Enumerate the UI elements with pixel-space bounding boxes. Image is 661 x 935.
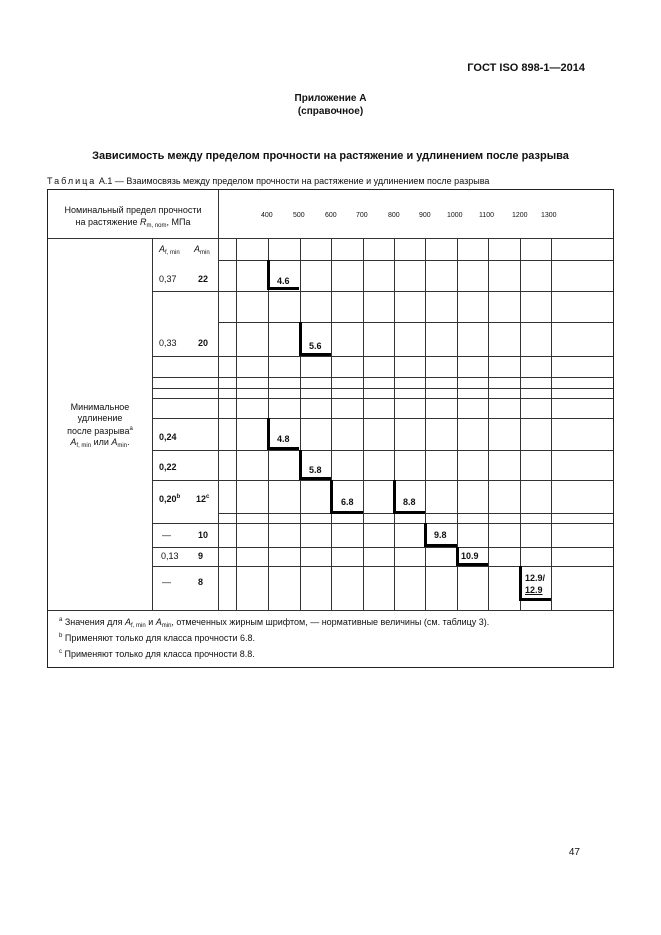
grid-line: [363, 238, 364, 610]
row-amin-value: 9: [198, 551, 204, 561]
tensile-value: 700: [356, 212, 368, 219]
table-a1: [47, 189, 614, 668]
class-label-9-8: 9.8: [434, 530, 447, 540]
grid-line: [152, 450, 613, 451]
grid-line: [152, 291, 613, 292]
grid-line: [218, 190, 219, 610]
annex-title: Приложение А: [294, 93, 367, 104]
tensile-value: 500: [293, 212, 305, 219]
footnote-a-p1: Значения для: [62, 617, 126, 627]
grid-line: [152, 388, 613, 389]
row-label-af: A: [70, 437, 77, 447]
row-label-amin: A: [111, 437, 118, 447]
tensile-value: 800: [388, 212, 400, 219]
footnote-c-mark: c: [59, 649, 62, 655]
tensile-value: 900: [419, 212, 431, 219]
row-af-sup: b: [176, 494, 181, 500]
tensile-value: 1300: [541, 212, 557, 219]
row-amin-value: 22: [198, 274, 209, 284]
col-header-amin-sub: min: [200, 250, 210, 256]
tensile-value: 400: [261, 212, 273, 219]
page-number: 47: [568, 847, 580, 858]
tensile-header-line1: Номинальный предел прочности: [64, 205, 202, 215]
grid-line: [152, 356, 613, 357]
class-label-4-8: 4.8: [277, 434, 290, 444]
grid-line: [520, 238, 521, 610]
footnote-c: [59, 649, 255, 659]
class-label-6-8: 6.8: [341, 497, 354, 507]
footnote-a-p2: и: [145, 617, 156, 627]
row-af-value: —: [162, 577, 171, 587]
footnote-a-A2: A: [155, 617, 162, 627]
section-title: Зависимость между пределом прочности на растяжение и удлинением после разрыва: [92, 150, 569, 162]
col-header-af: [159, 244, 180, 256]
row-label-line1: Минимальное: [70, 402, 130, 412]
grid-line: [394, 238, 395, 610]
grid-line: [218, 322, 613, 323]
grid-line: [152, 418, 613, 419]
row-af-value: 0,33: [159, 338, 177, 348]
col-header-af-letter: A: [159, 244, 166, 254]
class-label-12-9-a: 12.9/: [525, 573, 546, 583]
tensile-value: 1100: [479, 212, 495, 219]
row-label-line3: [48, 424, 152, 437]
row-amin-text: 12: [196, 494, 207, 504]
row-amin-sup: c: [206, 494, 210, 500]
grid-line: [152, 547, 613, 548]
row-amin-value: [196, 494, 209, 504]
table-caption-number: А.1: [98, 176, 113, 186]
row-label-af-sub: f, min: [76, 443, 92, 449]
tensile-header-line2: [48, 216, 218, 232]
row-af-value: 0,22: [159, 462, 177, 472]
row-label-end: .: [127, 437, 130, 447]
grid-line: [152, 523, 613, 524]
grid-line: [152, 398, 613, 399]
row-af-value: [159, 494, 180, 504]
grid-line: [331, 238, 332, 610]
row-af-value: —: [162, 530, 171, 540]
tensile-header: [48, 204, 218, 232]
col-header-af-sub: f, min: [165, 250, 180, 256]
tensile-header-sub: m, nom: [146, 223, 167, 229]
footnote-a-p3: , отмеченных жирным шрифтом, — нормативные величины (см. таблицу 3).: [171, 617, 490, 627]
class-label-12-9-b: 12.9: [525, 585, 543, 595]
grid-line: [300, 238, 301, 610]
row-label-mid: или: [91, 437, 112, 447]
row-label-sup: а: [129, 426, 133, 432]
grid-line: [152, 480, 613, 481]
footnote-c-text: Применяют только для класса прочности 8.8.: [62, 649, 255, 659]
table-caption-text: — Взаимосвязь между пределом прочности на растяжение и удлинением после разрыва: [112, 176, 490, 186]
footnote-a-s2: min: [161, 623, 172, 629]
class-label-5-6: 5.6: [309, 341, 322, 351]
tensile-header-r: R: [140, 217, 147, 227]
class-label-5-8: 5.8: [309, 465, 322, 475]
tensile-value: 600: [325, 212, 337, 219]
grid-line: [425, 238, 426, 610]
footnote-b-mark: b: [59, 633, 63, 639]
class-label-12-9: [525, 572, 545, 596]
col-header-amin: [194, 244, 210, 256]
row-amin-value: 20: [198, 338, 209, 348]
tensile-value: 1200: [512, 212, 528, 219]
footnote-a-A1: A: [125, 617, 132, 627]
grid-line: [152, 377, 613, 378]
grid-line: [551, 238, 552, 610]
row-af-value: 0,37: [159, 274, 177, 284]
annex-subtitle: (справочное): [297, 106, 364, 117]
footnote-a-mark: а: [59, 617, 63, 623]
tensile-value: 1000: [447, 212, 463, 219]
document-code: ГОСТ ISO 898-1—2014: [467, 62, 585, 74]
table-caption-prefix: Таблица: [47, 176, 97, 186]
footnote-a-s1: f, min: [131, 623, 146, 629]
annex-heading: [0, 92, 661, 118]
row-label-line4: [48, 437, 152, 452]
class-label-10-9: 10.9: [461, 551, 479, 561]
row-label-line2: удлинение: [77, 413, 123, 423]
grid-line: [152, 238, 153, 610]
row-label: [48, 402, 152, 452]
footnote-a: [59, 617, 489, 629]
row-af-text: 0,20: [159, 494, 177, 504]
table-caption: [47, 176, 489, 186]
grid-line: [48, 610, 613, 611]
row-amin-value: 10: [198, 530, 209, 540]
class-label-8-8: 8.8: [403, 497, 416, 507]
row-label-text3: после разрыва: [67, 426, 130, 436]
row-amin-value: 8: [198, 577, 204, 587]
row-label-amin-sub: min: [117, 443, 128, 449]
grid-line: [488, 238, 489, 610]
row-af-value: 0,13: [161, 551, 179, 561]
col-header-amin-letter: A: [194, 244, 201, 254]
row-af-value: 0,24: [159, 432, 177, 442]
footnote-b: [59, 633, 255, 643]
tensile-header-post: , МПа: [166, 217, 191, 227]
grid-line: [236, 238, 237, 610]
class-label-4-6: 4.6: [277, 276, 290, 286]
tensile-header-pre: на растяжение: [75, 217, 140, 227]
footnote-b-text: Применяют только для класса прочности 6.8.: [62, 633, 256, 643]
